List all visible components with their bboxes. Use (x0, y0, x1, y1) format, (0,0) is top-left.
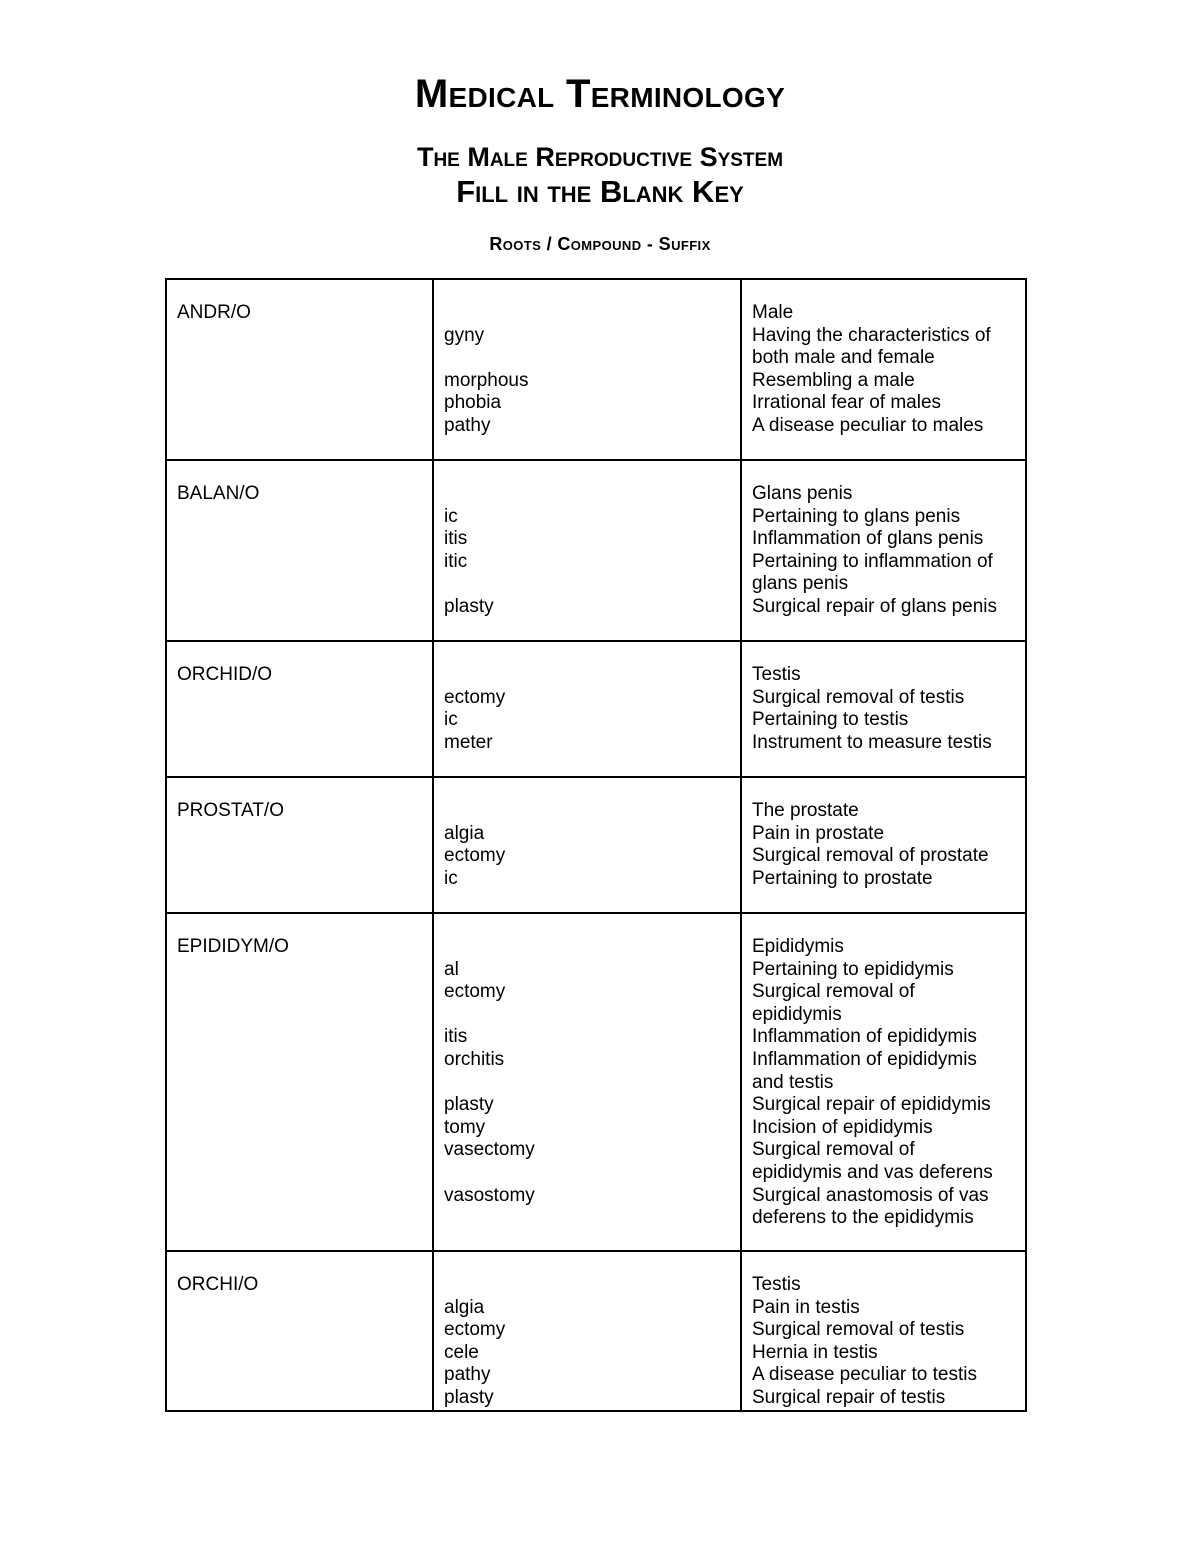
definition-line: Surgical removal of (752, 1139, 915, 1161)
suffix-term: pathy (444, 414, 491, 436)
suffix-term: ic (444, 505, 458, 527)
suffix-term: plasty (444, 1386, 494, 1408)
root-term: EPIDIDYM/O (177, 936, 289, 957)
suffix-cell (433, 279, 741, 460)
definition-cell (741, 1251, 1026, 1411)
suffix-term: plasty (444, 595, 494, 617)
suffix-term (444, 664, 732, 687)
definition-line: Surgical removal of prostate (752, 845, 989, 867)
root-cell (166, 777, 433, 913)
definition-line: Pain in prostate (752, 822, 885, 844)
suffix-term: algia (444, 822, 485, 844)
suffix-cell (433, 460, 741, 641)
suffix-term (444, 573, 732, 596)
definition-line: Surgical repair of testis (752, 1386, 946, 1408)
definition-line: A disease peculiar to males (752, 414, 984, 436)
definition-line: Testis (752, 1274, 801, 1295)
definition-line: Pain in testis (752, 1296, 860, 1318)
suffix-term: ectomy (444, 981, 506, 1003)
definition-line: The prostate (752, 800, 859, 821)
root-cell (166, 460, 433, 641)
definition-line: Irrational fear of males (752, 392, 942, 414)
terminology-table-body (166, 279, 1026, 1411)
root-term: ORCHI/O (177, 1274, 259, 1295)
definition-line: Surgical repair of epididymis (752, 1094, 991, 1116)
suffix-term: ectomy (444, 845, 506, 867)
definition-line: Epididymis (752, 936, 844, 957)
suffix-term: al (444, 958, 459, 980)
suffix-cell (433, 1251, 741, 1411)
suffix-term: morphous (444, 369, 529, 391)
suffix-term (444, 1004, 732, 1027)
terminology-table (165, 278, 1027, 1412)
suffix-term: ectomy (444, 686, 506, 708)
definition-line: Incision of epididymis (752, 1116, 933, 1138)
definition-cell (741, 279, 1026, 460)
suffix-cell (433, 777, 741, 913)
definition-line: Testis (752, 664, 801, 685)
suffix-cell (433, 913, 741, 1251)
definition-line: Pertaining to glans penis (752, 505, 961, 527)
definition-line: A disease peculiar to testis (752, 1364, 977, 1386)
suffix-term: itis (444, 528, 468, 550)
definition-line: Pertaining to inflammation of (752, 550, 993, 572)
root-cell (166, 1251, 433, 1411)
root-term: PROSTAT/O (177, 800, 284, 821)
definition-line: Inflammation of glans penis (752, 528, 984, 550)
suffix-term (444, 1072, 732, 1095)
definition-line: Instrument to measure testis (752, 731, 992, 753)
table-row (166, 279, 1026, 460)
suffix-term: ectomy (444, 1319, 506, 1341)
suffix-term: pathy (444, 1364, 491, 1386)
suffix-term (444, 347, 732, 370)
root-term: ANDR/O (177, 302, 251, 323)
definition-line: Pertaining to epididymis (752, 958, 954, 980)
definition-line: Inflammation of epididymis (752, 1026, 977, 1048)
suffix-term (444, 302, 732, 325)
definition-line: epididymis (752, 1003, 842, 1025)
suffix-term (444, 1274, 732, 1297)
table-row (166, 641, 1026, 777)
definition-line: Glans penis (752, 483, 853, 504)
columns-caption: Roots / Compound - Suffix (489, 234, 711, 254)
definition-line: Pertaining to testis (752, 709, 909, 731)
suffix-term: gyny (444, 324, 485, 346)
suffix-term: itis (444, 1026, 468, 1048)
suffix-cell (433, 641, 741, 777)
suffix-term: plasty (444, 1094, 494, 1116)
definition-line: Surgical removal of testis (752, 1319, 965, 1341)
suffix-term (444, 1162, 732, 1185)
root-term: BALAN/O (177, 483, 260, 504)
table-row (166, 913, 1026, 1251)
definition-line: Pertaining to prostate (752, 867, 933, 889)
suffix-term: algia (444, 1296, 485, 1318)
suffix-term: ic (444, 867, 458, 889)
root-cell (166, 913, 433, 1251)
table-row (166, 777, 1026, 913)
definition-line: Surgical repair of glans penis (752, 595, 998, 617)
suffix-term: phobia (444, 392, 502, 414)
suffix-term: itic (444, 550, 468, 572)
suffix-term (444, 800, 732, 823)
key-title: Fill in the Blank Key (456, 174, 744, 209)
suffix-term: tomy (444, 1116, 486, 1138)
root-cell (166, 279, 433, 460)
definition-line: Surgical anastomosis of vas (752, 1184, 989, 1206)
definition-line: Male (752, 302, 794, 323)
root-term: ORCHID/O (177, 664, 272, 685)
suffix-term: vasectomy (444, 1139, 535, 1161)
suffix-term (444, 483, 732, 506)
definition-cell (741, 913, 1026, 1251)
definition-cell (741, 460, 1026, 641)
suffix-term: ic (444, 709, 458, 731)
suffix-term: orchitis (444, 1048, 505, 1070)
definition-line: Hernia in testis (752, 1341, 878, 1363)
suffix-term: vasostomy (444, 1184, 535, 1206)
definition-line: epididymis and vas deferens (752, 1161, 993, 1183)
definition-cell (741, 777, 1026, 913)
table-row (166, 460, 1026, 641)
definition-cell (741, 641, 1026, 777)
suffix-term (444, 936, 732, 959)
definition-line: both male and female (752, 347, 935, 369)
definition-line: glans penis (752, 573, 849, 595)
definition-line: Surgical removal of (752, 981, 915, 1003)
table-row (166, 1251, 1026, 1411)
page-subtitle: The Male Reproductive System (416, 142, 784, 172)
suffix-term: cele (444, 1341, 479, 1363)
suffix-term: meter (444, 731, 493, 753)
definition-line: Resembling a male (752, 369, 915, 391)
definition-line: and testis (752, 1071, 834, 1093)
page-title: Medical Terminology (414, 72, 786, 116)
definition-line: deferens to the epididymis (752, 1207, 974, 1229)
root-cell (166, 641, 433, 777)
definition-line: Having the characteristics of (752, 324, 991, 346)
definition-line: Inflammation of epididymis (752, 1048, 977, 1070)
definition-line: Surgical removal of testis (752, 686, 965, 708)
